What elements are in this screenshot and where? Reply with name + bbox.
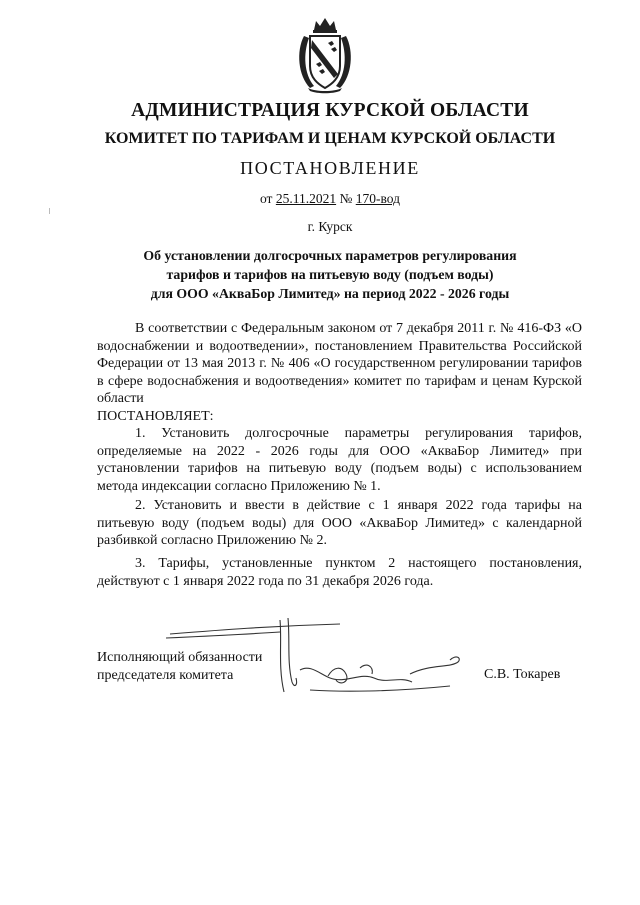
document-date: 25.11.2021 [275,191,337,206]
committee-heading: КОМИТЕТ ПО ТАРИФАМ И ЦЕНАМ КУРСКОЙ ОБЛАСТИ [104,130,556,147]
clause-3: 3. Тарифы, установленные пунктом 2 настоящего постановления, действуют с 1 января 2022 года по 31 декабря 2026 года. [97,556,582,589]
scan-mark [49,208,50,214]
number-sign: № [339,191,353,206]
date-number-line [60,191,600,207]
signatory-title-line: Исполняющий обязанности [97,650,263,665]
document-type: ПОСТАНОВЛЕНИЕ [240,158,420,178]
date-prefix: от [259,191,273,206]
preamble-text: В соответствии с Федеральным законом от 7 декабря 2011 г. № 416-ФЗ «О водоснабжении и водоотведении», постановлением Правительства Российской Федерации от 13 мая 2013 г. № 406 «О государственном регулировании тарифов в сфере водоснабжения и водоотведения» комитет по тарифам и ценам Курской области [97,321,582,406]
signatory-name: С.В. Токарев [484,667,561,682]
city: г. Курск [307,219,353,234]
subject-line: тарифов и тарифов на питьевую воду (подъем воды) [166,267,494,282]
kursk-coat-of-arms-icon [294,16,356,94]
subject-line: Об установлении долгосрочных параметров регулирования [143,248,517,263]
subject-line: для ООО «АкваБор Лимитед» на период 2022 - 2026 годы [150,286,510,301]
document-number: 170-вод [355,191,400,206]
administration-heading: АДМИНИСТРАЦИЯ КУРСКОЙ ОБЛАСТИ [131,100,529,121]
preamble-paragraph [97,320,582,425]
clause-2: 2. Установить и ввести в действие с 1 января 2022 года тарифы на питьевую воду (подъем воды) для ООО «АкваБор Лимитед» с календарной разбивкой согласно Приложению № 2. [97,498,582,548]
decree-word: ПОСТАНОВЛЯЕТ: [97,408,214,424]
document-subject [60,246,600,303]
signatory-title [97,649,317,685]
signatory-title-line: председателя комитета [97,668,234,683]
clause-1: 1. Установить долгосрочные параметры регулирования тарифов, определяемые на 2022 - 2026 годы для ООО «АкваБор Лимитед» при установлении тарифов на питьевую воду (подъем воды) с использованием метода индексации согласно Приложению № 1. [97,426,582,494]
